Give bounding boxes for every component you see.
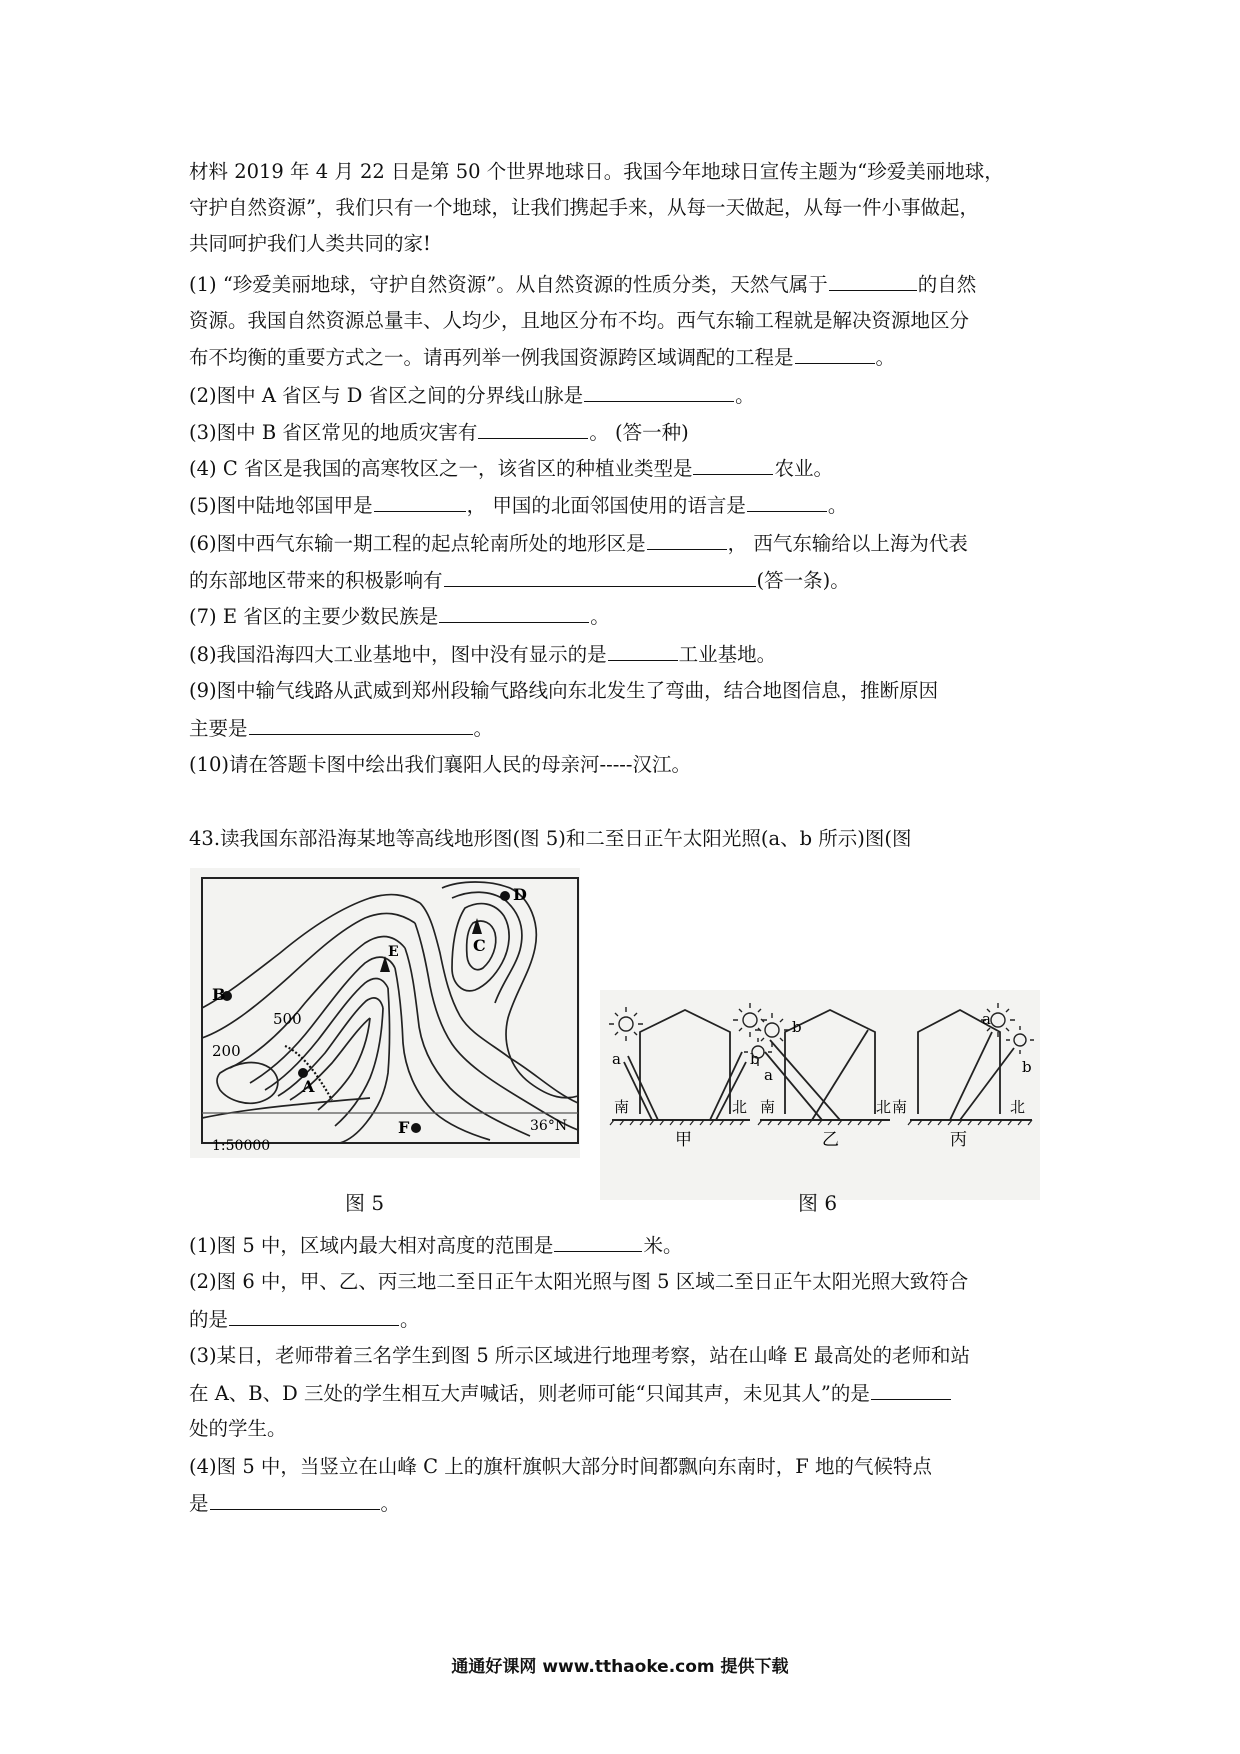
label-c: C <box>473 936 486 955</box>
point-d-marker <box>500 891 510 901</box>
answer-blank[interactable] <box>554 1233 642 1252</box>
q43-intro: 43.读我国东部沿海某地等高线地形图(图 5)和二至日正午太阳光照(a、b 所示)图(图 <box>189 827 912 850</box>
figure-5-caption: 图 5 <box>345 1191 385 1215</box>
answer-blank[interactable] <box>871 1381 951 1400</box>
answer-blank[interactable] <box>795 345 875 364</box>
q43-part3-line3: 处的学生。 <box>189 1417 287 1440</box>
q42-part10: (10)请在答题卡图中绘出我们襄阳人民的母亲河-----汉江。 <box>189 753 691 776</box>
q42-part6-line1: (6)图中西气东输一期工程的起点轮南所处的地形区是 ， 西气东输给以上海为代表 <box>189 532 968 555</box>
yi-label: 乙 <box>822 1130 839 1150</box>
answer-blank[interactable] <box>608 642 678 661</box>
q43-part2-line2: 的是 。 <box>189 1308 420 1331</box>
jia-label: 甲 <box>675 1130 692 1150</box>
answer-blank[interactable] <box>478 420 588 439</box>
label-e: E <box>388 944 399 960</box>
q42-part1-line1: (1) “珍爱美丽地球，守护自然资源”。从自然资源的性质分类，天然气属于 的自然 <box>189 273 977 296</box>
q42-part5: (5)图中陆地邻国甲是 ， 甲国的北面邻国使用的语言是 。 <box>189 494 848 517</box>
q43-part3-line1: (3)某日，老师带着三名学生到图 5 所示区域进行地理考察，站在山峰 E 最高处的老师和站 <box>189 1344 971 1367</box>
q42-part2: (2)图中 A 省区与 D 省区之间的分界线山脉是 。 <box>189 384 755 407</box>
bing-south-label: 南 <box>892 1098 908 1116</box>
figure-6-caption: 图 6 <box>798 1191 838 1215</box>
label-d: D <box>513 885 527 904</box>
q43-part4-line1: (4)图 5 中，当竖立在山峰 C 上的旗杆旗帜大部分时间都飘向东南时，F 地的气候特点 <box>189 1455 932 1478</box>
yi-ray-b-label: b <box>792 1018 802 1036</box>
q42-part3: (3)图中 B 省区常见的地质灾害有 。 (答一种) <box>189 421 689 444</box>
answer-blank[interactable] <box>584 383 734 402</box>
q43-part3-line2: 在 A、B、D 三处的学生相互大声喊话，则老师可能“只闻其声，未见其人”的是 <box>189 1381 952 1406</box>
material-line-1: 材料 2019 年 4 月 22 日是第 50 个世界地球日。我国今年地球日宣传主题为“珍爱美丽地球， <box>189 160 1004 183</box>
point-f-marker <box>411 1123 421 1133</box>
q42-part4: (4) C 省区是我国的高寒牧区之一，该省区的种植业类型是 农业。 <box>189 457 833 480</box>
yi-ray-a-label: a <box>764 1066 773 1084</box>
label-a: A <box>302 1077 315 1096</box>
q43-part1: (1)图 5 中，区域内最大相对高度的范围是 米。 <box>189 1234 683 1257</box>
jia-south-label: 南 <box>614 1098 630 1116</box>
contour-map-figure <box>190 868 580 1158</box>
answer-blank[interactable] <box>444 568 756 587</box>
answer-blank[interactable] <box>829 272 917 291</box>
q42-part1-line2: 资源。我国自然资源总量丰、人均少，且地区分布不均。西气东输工程就是解决资源地区分 <box>189 309 970 332</box>
scale-label: 1:50000 <box>212 1138 271 1154</box>
answer-blank[interactable] <box>693 456 773 475</box>
page-footer: 通通好课网 www.tthaoke.com 提供下载 <box>451 1657 789 1677</box>
answer-blank[interactable] <box>439 604 589 623</box>
latitude-label: 36°N <box>530 1118 568 1134</box>
q42-part7: (7) E 省区的主要少数民族是 。 <box>189 605 610 628</box>
q42-part8: (8)我国沿海四大工业基地中，图中没有显示的是 工业基地。 <box>189 643 777 666</box>
answer-blank[interactable] <box>229 1307 399 1326</box>
q42-part1-line3: 布不均衡的重要方式之一。请再列举一例我国资源跨区域调配的工程是 。 <box>189 346 896 369</box>
answer-blank[interactable] <box>210 1491 380 1510</box>
jia-ray-a-label: a <box>612 1050 621 1068</box>
bing-north-label: 北 <box>1010 1098 1026 1116</box>
material-line-2: 守护自然资源”，我们只有一个地球，让我们携起手来，从每一天做起，从每一件小事做起， <box>189 196 979 219</box>
yi-north-label: 北 <box>876 1098 892 1116</box>
q42-part9-line1: (9)图中输气线路从武威到郑州段输气路线向东北发生了弯曲，结合地图信息，推断原因 <box>189 679 939 702</box>
jia-ray-b-label: b <box>750 1050 760 1068</box>
bing-label: 丙 <box>950 1130 967 1150</box>
q42-part6-line2: 的东部地区带来的积极影响有 (答一条)。 <box>189 569 850 592</box>
contour-label-200: 200 <box>212 1042 241 1060</box>
bing-ray-a-label: a <box>982 1010 991 1028</box>
material-line-3: 共同呵护我们人类共同的家! <box>189 232 431 255</box>
contour-label-500: 500 <box>273 1010 302 1028</box>
label-f: F <box>398 1118 410 1137</box>
q43-part4-line2: 是 。 <box>189 1492 401 1515</box>
answer-blank[interactable] <box>374 493 466 512</box>
answer-blank[interactable] <box>249 716 473 735</box>
answer-blank[interactable] <box>747 493 827 512</box>
jia-north-label: 北 <box>732 1098 748 1116</box>
label-b: B <box>212 985 226 1004</box>
yi-south-label: 南 <box>760 1098 776 1116</box>
q42-part9-line2: 主要是 。 <box>189 717 494 740</box>
answer-blank[interactable] <box>647 531 727 550</box>
q43-part2-line1: (2)图 6 中，甲、乙、丙三地二至日正午太阳光照与图 5 区域二至日正午太阳光照大致符合 <box>189 1270 969 1293</box>
bing-ray-b-label: b <box>1022 1058 1032 1076</box>
sunlight-figure <box>600 990 1040 1200</box>
